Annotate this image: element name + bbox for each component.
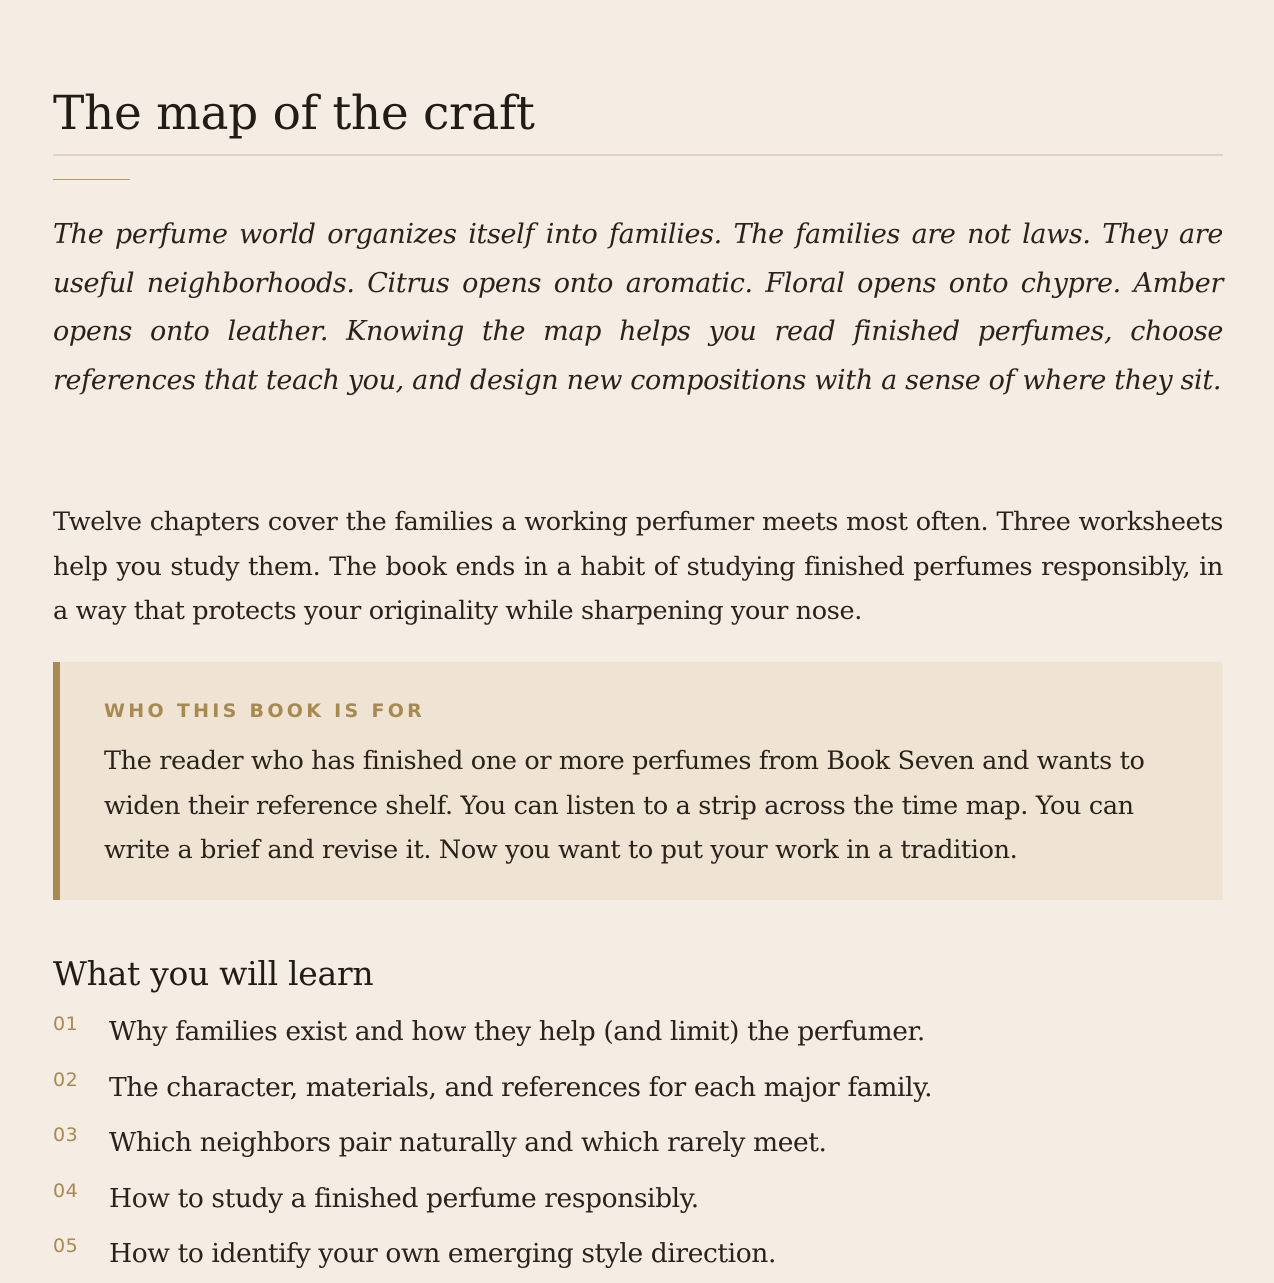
item-number: 01: [53, 1013, 79, 1035]
list-item: [53, 1172, 1223, 1228]
intro-paragraph: Twelve chapters cover the families a working perfumer meets most often. Three worksheets help you study them. The book ends in a habit of studying finished perfumes responsibly, in a way that protects your originality while sharpening your nose.: [53, 507, 1223, 626]
item-number: 05: [53, 1235, 79, 1257]
item-text: How to identify your own emerging style direction.: [109, 1238, 776, 1269]
callout-label: WHO THIS BOOK IS FOR: [104, 700, 426, 722]
item-text: Which neighbors pair naturally and which rarely meet.: [109, 1127, 827, 1158]
item-text: Why families exist and how they help (and limit) the perfumer.: [109, 1016, 925, 1047]
title-divider: [53, 154, 1223, 156]
page-title: The map of the craft: [53, 86, 535, 141]
list-item: [53, 1116, 1223, 1172]
audience-callout: [53, 662, 1223, 900]
list-item: [53, 1005, 1223, 1061]
item-number: 04: [53, 1179, 79, 1202]
item-number: 02: [53, 1068, 79, 1091]
callout-body: The reader who has finished one or more perfumes from Book Seven and wants to widen their reference shelf. You can listen to a strip across the time map. You can write a brief and revise it. Now you want to put your work in a tradition.: [104, 746, 1145, 865]
list-item: [53, 1061, 1223, 1117]
item-text: How to study a finished perfume responsibly.: [109, 1182, 699, 1214]
item-text: The character, materials, and references for each major family.: [109, 1071, 933, 1103]
list-item: [53, 1227, 1223, 1283]
learn-list: [53, 1005, 1223, 1283]
learn-heading: What you will learn: [53, 954, 374, 993]
lede-paragraph: The perfume world organizes itself into families. The families are not laws. They are useful neighborhoods. Citrus opens onto aromatic. Floral opens onto chypre. Amber opens onto leather. Knowing the map helps you read finished perfumes, choose references that teach you, and design new compositions with a sense of where they sit.: [53, 219, 1223, 396]
item-number: 03: [53, 1124, 79, 1146]
accent-rule: [53, 179, 130, 180]
